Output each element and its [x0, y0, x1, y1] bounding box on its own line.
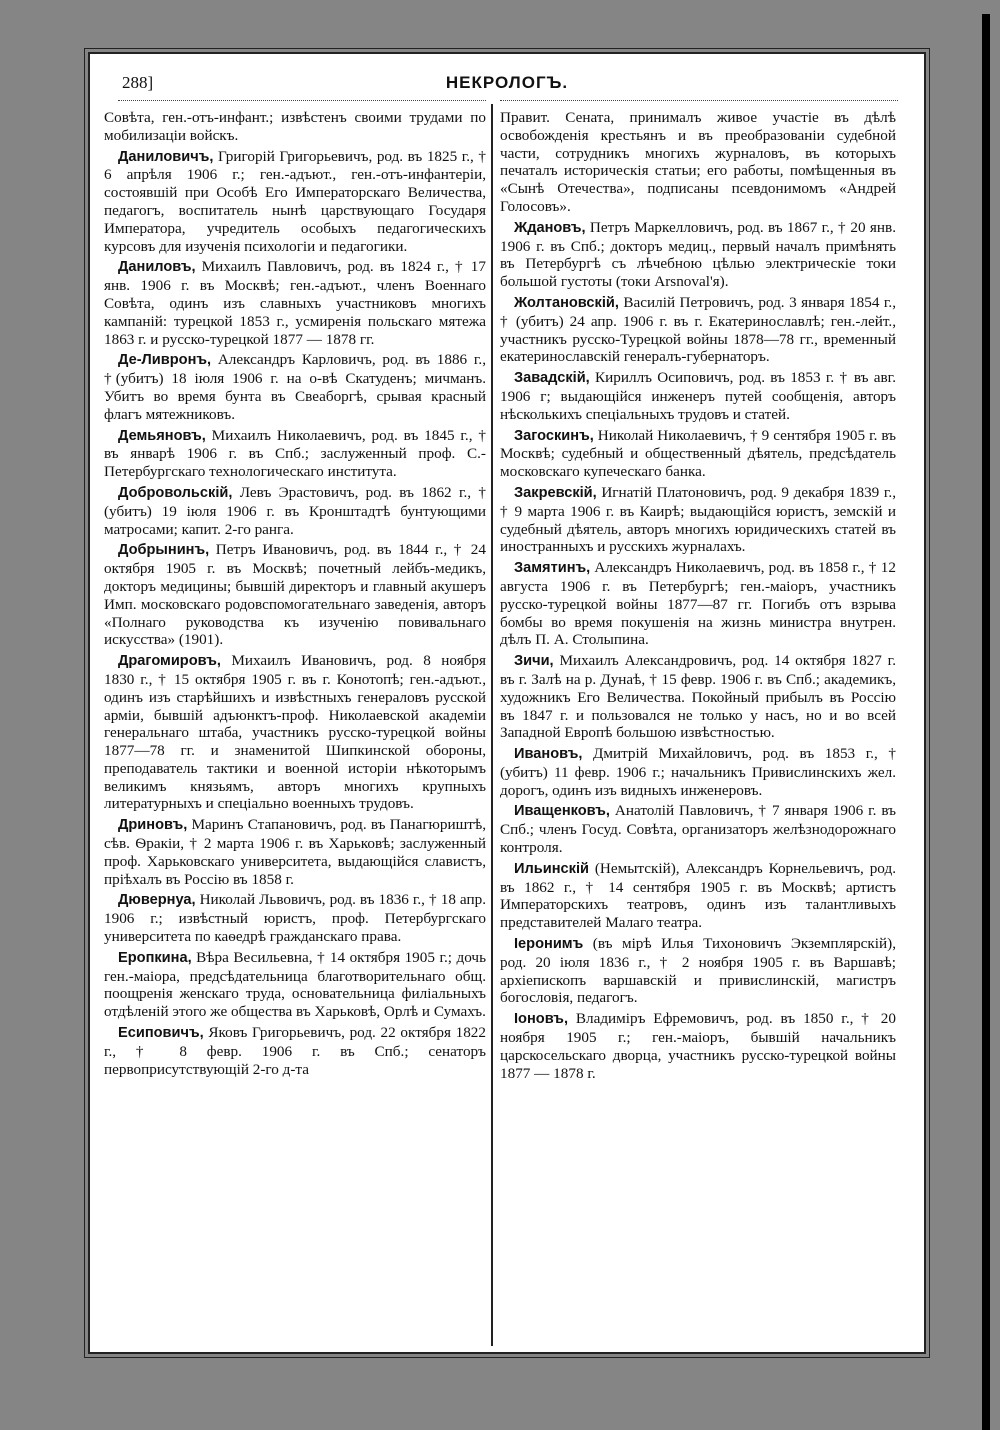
entry-text: Михаилъ Ивановичъ, род. 8 ноября 1830 г., † 15 октября 1905 г. въ г. Конотопѣ; ген.-адъют., одинъ изъ старѣйшихъ и извѣстныхъ генераловъ русской арміи, бывшій адъюнктъ-проф. Николаевской академіи генеральнаго штаба, участникъ русско-турецкой войны 1877—78 гг. и знаменитой Шипкинской обороны, преподаватель тактики и военной исторіи нѣкоторымъ великимъ князьямъ, авторъ многихъ крупныхъ литературныхъ и спеціально военныхъ трудовъ. — [104, 652, 486, 813]
entry-name: Даниловъ, — [118, 259, 196, 276]
entry-text: (Немытскій), Александръ Корнельевичъ, род. въ 1862 г., † 14 сентября 1905 г. въ Москвѣ; артистъ Императорскихъ театровъ, одинъ изъ талантливыхъ представителей Малаго театра. — [500, 859, 896, 932]
running-title: НЕКРОЛОГЪ. — [445, 73, 569, 92]
entry-text: Дмитрій Михайловичъ, род. въ 1853 г., † (убитъ) 11 февр. 1906 г.; начальникъ Привислинскихъ жел. дорогъ, одинъ изъ видныхъ инженеровъ. — [500, 745, 896, 799]
obituary-entry — [500, 484, 896, 556]
entry-name: Демьяновъ, — [118, 427, 206, 444]
right-continuation: Правит. Сената, принималъ живое участіе въ дѣлѣ освобожденія крестьянъ и въ преобразованіи судебной части, сотрудникъ многихъ журналовъ, въ которыхъ печаталъ историческія статьи; его работы, помѣщенныя въ «Сынѣ Отечества», подписаны псевдонимомъ «Андрей Голосовъ». — [500, 109, 896, 215]
entry-text: Николай Николаевичъ, † 9 сентября 1905 г. въ Москвѣ; судебный и общественный дѣятель, предсѣдатель московскаго купеческаго банка. — [500, 426, 896, 481]
entry-text: Василій Петровичъ, род. 3 января 1854 г., † (убитъ) 24 апр. 1906 г. въ г. Екатеринославлѣ; ген.-лейт., участникъ русско-Турецкой войны 1878—78 гг., временный екатеринославскій генералъ-губернаторъ. — [500, 293, 896, 366]
page-header — [90, 54, 924, 100]
obituary-entry — [104, 891, 486, 945]
book-page — [88, 52, 926, 1354]
obituary-entry — [500, 745, 896, 799]
left-continuation: Совѣта, ген.-отъ-инфант.; извѣстенъ своими трудами по мобилизаціи войскъ. — [104, 109, 486, 144]
column-divider — [491, 104, 493, 1346]
entry-text: Петръ Маркелловичъ, род. въ 1867 г., † 20 янв. 1906 г. въ Спб.; докторъ медиц., первый началъ примѣнять въ Петербургѣ съ лѣчебною цѣлью электрическіе токи большой густоты (токи Arsnoval'я). — [500, 218, 896, 291]
entry-name: Ивановъ, — [514, 746, 583, 763]
header-rule-left — [118, 100, 486, 107]
entry-name: Загоскинъ, — [514, 427, 594, 444]
entry-text: Яковъ Григорьевичъ, род. 22 октября 1822 г., † 8 февр. 1906 г. въ Спб.; сенаторъ первоприсутствующій 2-го д-та — [104, 1024, 486, 1078]
entry-name: Іоновъ, — [514, 1011, 568, 1028]
entry-text: Григорій Григорьевичъ, род. въ 1825 г., † 6 апрѣля 1906 г.; ген.-адъют., ген.-отъ-инфантеріи, состоявшій при Особѣ Его Императорскаго Величества, педагогъ, воспитатель нынѣ царствующаго Государя Императора, учредитель особыхъ педагогическихъ курсовъ для изученія психологіи и педагогики. — [104, 147, 486, 255]
obituary-entry — [500, 559, 896, 649]
obituary-entry — [104, 148, 486, 256]
right-entries — [500, 219, 896, 1083]
obituary-entry — [104, 258, 486, 348]
entry-name: Закревскій, — [514, 484, 597, 501]
obituary-entry — [500, 652, 896, 742]
obituary-entry — [500, 427, 896, 481]
entry-text: (въ мірѣ Илья Тихоновичъ Экземплярскій), род. 20 іюля 1836 г., † 2 ноября 1905 г. въ Варшавѣ; архіепископъ варшавскій и привислинскій, магистръ богословія, педагогъ. — [500, 935, 896, 1007]
entry-name: Дриновъ, — [118, 817, 188, 834]
entry-text: Кириллъ Осиповичъ, род. въ 1853 г. † въ авг. 1906 г; выдающійся инженеръ путей сообщенія, авторъ нѣсколькихъ спеціальныхъ трудовъ и статей. — [500, 369, 896, 423]
entry-name: Драгомировъ, — [118, 653, 221, 670]
entry-text: Вѣра Весильевна, † 14 октября 1905 г.; дочь ген.-маіора, предсѣдательница благотворительнаго общ. поощренія женскаго труда, основательница филіальныхъ отдѣленій этого же общества въ Харьковѣ, Орлѣ и Сумахъ. — [104, 948, 486, 1021]
obituary-entry — [500, 1010, 896, 1082]
entry-name: Ждановъ, — [514, 219, 586, 236]
obituary-entry — [500, 294, 896, 366]
entry-name: Завадскій, — [514, 370, 590, 387]
entry-text: Левъ Эрастовичъ, род. въ 1862 г., † (убитъ) 19 іюля 1906 г. въ Кронштадтѣ бунтующими матросами; капит. 2-го ранга. — [104, 483, 486, 538]
obituary-entry — [500, 369, 896, 423]
entry-name: Де-Ливронъ, — [118, 352, 212, 369]
entry-text: Александръ Николаевичъ, род. въ 1858 г., † 12 августа 1906 г. въ Петербургѣ; ген.-маіоръ, участникъ русско-турецкой войны 1877—87 гг. Погибъ отъ взрыва бомбы во время покушенія на жизнь министра внутрен. дѣлъ П. А. Столыпина. — [500, 559, 896, 649]
entry-text: Михаилъ Александровичъ, род. 14 октября 1827 г. въ г. Залѣ на р. Дунаѣ, † 15 февр. 1906 г. въ Спб.; академикъ, художникъ Его Величества. Покойный прибылъ въ Россію въ 1847 г. и пользовался не только у насъ, но и во всей Западной Европѣ большою извѣстностью. — [500, 652, 896, 742]
entry-text: Маринъ Стапановичъ, род. въ Панагюриштѣ, сѣв. Ѳракіи, † 2 марта 1906 г. въ Харьковѣ; заслуженный проф. Харьковскаго университета, выдающійся славистъ, пріѣхалъ въ Россію въ 1858 г. — [104, 816, 486, 888]
scan-edge-bar — [982, 14, 990, 1430]
entry-text: Михаилъ Николаевичъ, род. въ 1845 г., † въ январѣ 1906 г. въ Спб.; заслуженный проф. С.-Петербургскаго технологическаго института. — [104, 426, 486, 481]
obituary-entry — [104, 1024, 486, 1078]
entry-text: Петръ Ивановичъ, род. въ 1844 г., † 24 октября 1905 г. въ Москвѣ; почетный лейбъ-медикъ, докторъ медицины; бывшій директоръ и главный акушеръ Имп. московскаго родовспомогательнаго заведенія, авторъ «Полнаго руководства къ изученію повивальнаго искусства» (1901). — [104, 541, 486, 649]
header-rule-right — [500, 100, 898, 107]
entry-name: Ильинскій — [514, 860, 589, 877]
entry-name: Замятинъ, — [514, 560, 591, 577]
entry-text: Анатолій Павловичъ, † 7 января 1906 г. въ Спб.; членъ Госуд. Совѣта, организаторъ желѣзнодорожнаго контроля. — [500, 802, 896, 857]
obituary-entry — [500, 860, 896, 932]
entry-name: Дювернуа, — [118, 892, 196, 909]
entry-name: Есиповичъ, — [118, 1025, 204, 1042]
entry-name: Добровольскій, — [118, 484, 233, 501]
obituary-entry — [500, 802, 896, 856]
obituary-entry — [104, 949, 486, 1021]
entry-name: Зичи, — [514, 653, 554, 670]
left-entries — [104, 148, 486, 1079]
page-number: 288] — [122, 73, 154, 92]
entry-text: Игнатій Платоновичъ, род. 9 декабря 1839 г., † 9 марта 1906 г. въ Каирѣ; выдающійся юристъ, земскій и судебный дѣятель, авторъ многихъ юридическихъ статей въ иностранныхъ и русскихъ журналахъ. — [500, 483, 896, 556]
obituary-entry — [500, 935, 896, 1007]
entry-name: Еропкина, — [118, 949, 192, 966]
entry-name: Даниловичъ, — [118, 148, 214, 165]
obituary-entry — [104, 351, 486, 423]
obituary-entry — [104, 427, 486, 481]
obituary-entry — [104, 652, 486, 813]
entry-name: Иващенковъ, — [514, 803, 610, 820]
entry-text: Николай Львовичъ, род. въ 1836 г., † 18 апр. 1906 г.; извѣстный юристъ, проф. Петербургскаго университета по каѳедрѣ гражданскаго права. — [104, 891, 486, 946]
obituary-entry — [104, 484, 486, 538]
left-column — [104, 109, 486, 1081]
entry-text: Владиміръ Ефремовичъ, род. въ 1850 г., † 20 ноября 1905 г.; ген.-маіоръ, бывшій начальникъ царскосельскаго дворца, участникъ русско-турецкой войны 1877 — 1878 г. — [500, 1010, 896, 1082]
obituary-entry — [104, 541, 486, 649]
entry-text: Михаилъ Павловичъ, род. въ 1824 г., † 17 янв. 1906 г. въ Москвѣ; ген.-адъют., членъ Военнаго Совѣта, одинъ изъ славныхъ участниковъ многихъ кампаній: турецкой 1853 г., усмиренія польскаго мятежа 1863 г. и русско-турецкой 1877 — 1878 гг. — [104, 258, 486, 348]
entry-text: Александръ Карловичъ, род. въ 1886 г., †(убитъ) 18 іюля 1906 г. на о-вѣ Скатуденъ; мичманъ. Убитъ во время бунта въ Свеаборгѣ, срывая красный флагъ мятежниковъ. — [104, 351, 486, 423]
obituary-entry — [104, 816, 486, 888]
obituary-entry — [500, 219, 896, 291]
entry-name: Добрынинъ, — [118, 542, 210, 559]
entry-name: Іеронимъ — [514, 936, 584, 953]
entry-name: Жолтановскій, — [514, 294, 619, 311]
right-column — [500, 109, 896, 1085]
